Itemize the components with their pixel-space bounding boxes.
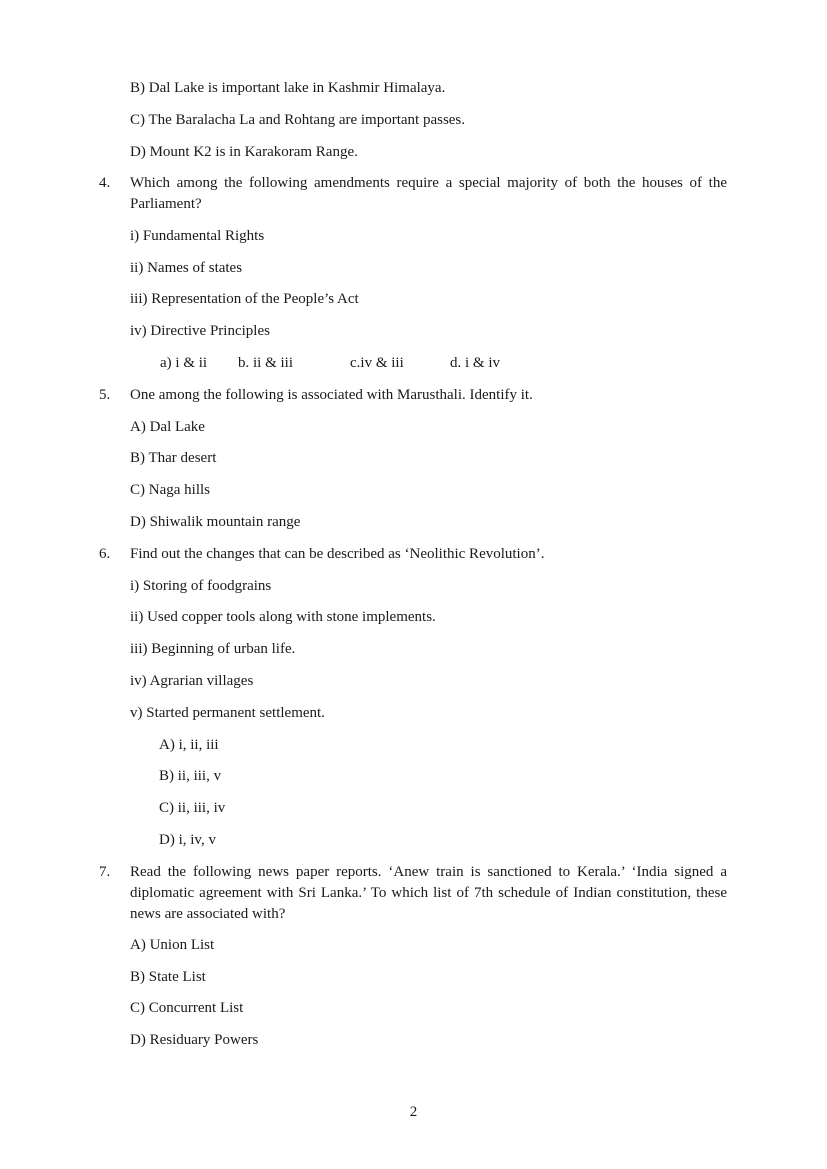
q5-option-c: C) Naga hills (130, 482, 210, 498)
q3-option-b: B) Dal Lake is important lake in Kashmir Himalaya. (130, 80, 446, 96)
q6-item-3: iii) Beginning of urban life. (130, 641, 296, 657)
q7-number: 7. (99, 864, 111, 880)
q4-choice-a: a) i & ii (160, 355, 208, 371)
page-number: 2 (409, 1104, 418, 1120)
q5-option-d: D) Shiwalik mountain range (130, 514, 301, 530)
q6-item-1: i) Storing of foodgrains (130, 578, 272, 594)
q7-option-b: B) State List (130, 969, 206, 985)
q4-number: 4. (99, 175, 111, 191)
q3-option-c: C) The Baralacha La and Rohtang are important passes. (130, 112, 466, 128)
q6-number: 6. (99, 546, 111, 562)
q6-item-5: v) Started permanent settlement. (130, 705, 325, 721)
q4-text: Which among the following amendments require a special majority of both the houses of the Parliament? (130, 175, 727, 212)
q7-option-c: C) Concurrent List (130, 1000, 244, 1016)
q4-item-3: iii) Representation of the People’s Act (130, 291, 359, 307)
q6-choice-a: A) i, ii, iii (159, 737, 219, 753)
q5-text: One among the following is associated with Marusthali. Identify it. (130, 387, 533, 403)
q6-text: Find out the changes that can be described as ‘Neolithic Revolution’. (130, 546, 545, 562)
q6-item-4: iv) Agrarian villages (130, 673, 254, 689)
q7-option-d: D) Residuary Powers (130, 1032, 259, 1048)
q5-number: 5. (99, 387, 111, 403)
q6-choice-b: B) ii, iii, v (159, 768, 222, 784)
q4-choice-b: b. ii & iii (238, 355, 294, 371)
q4-item-4: iv) Directive Principles (130, 323, 270, 339)
q6-choice-d: D) i, iv, v (159, 832, 216, 848)
q5-option-a: A) Dal Lake (130, 419, 205, 435)
q4-item-1: i) Fundamental Rights (130, 228, 265, 244)
q4-choice-c: c.iv & iii (350, 355, 404, 371)
q4-choice-d: d. i & iv (450, 355, 501, 371)
q5-option-b: B) Thar desert (130, 450, 217, 466)
q3-option-d: D) Mount K2 is in Karakoram Range. (130, 144, 358, 160)
q6-item-2: ii) Used copper tools along with stone implements. (130, 609, 436, 625)
q6-choice-c: C) ii, iii, iv (159, 800, 226, 816)
q7-text: Read the following news paper reports. ‘Anew train is sanctioned to Kerala.’ ‘India signed a diplomatic agreement with Sri Lanka.’ To which list of 7th schedule of Indian constitution, these news are associated with? (130, 864, 727, 922)
q4-item-2: ii) Names of states (130, 260, 243, 276)
q7-option-a: A) Union List (130, 937, 215, 953)
